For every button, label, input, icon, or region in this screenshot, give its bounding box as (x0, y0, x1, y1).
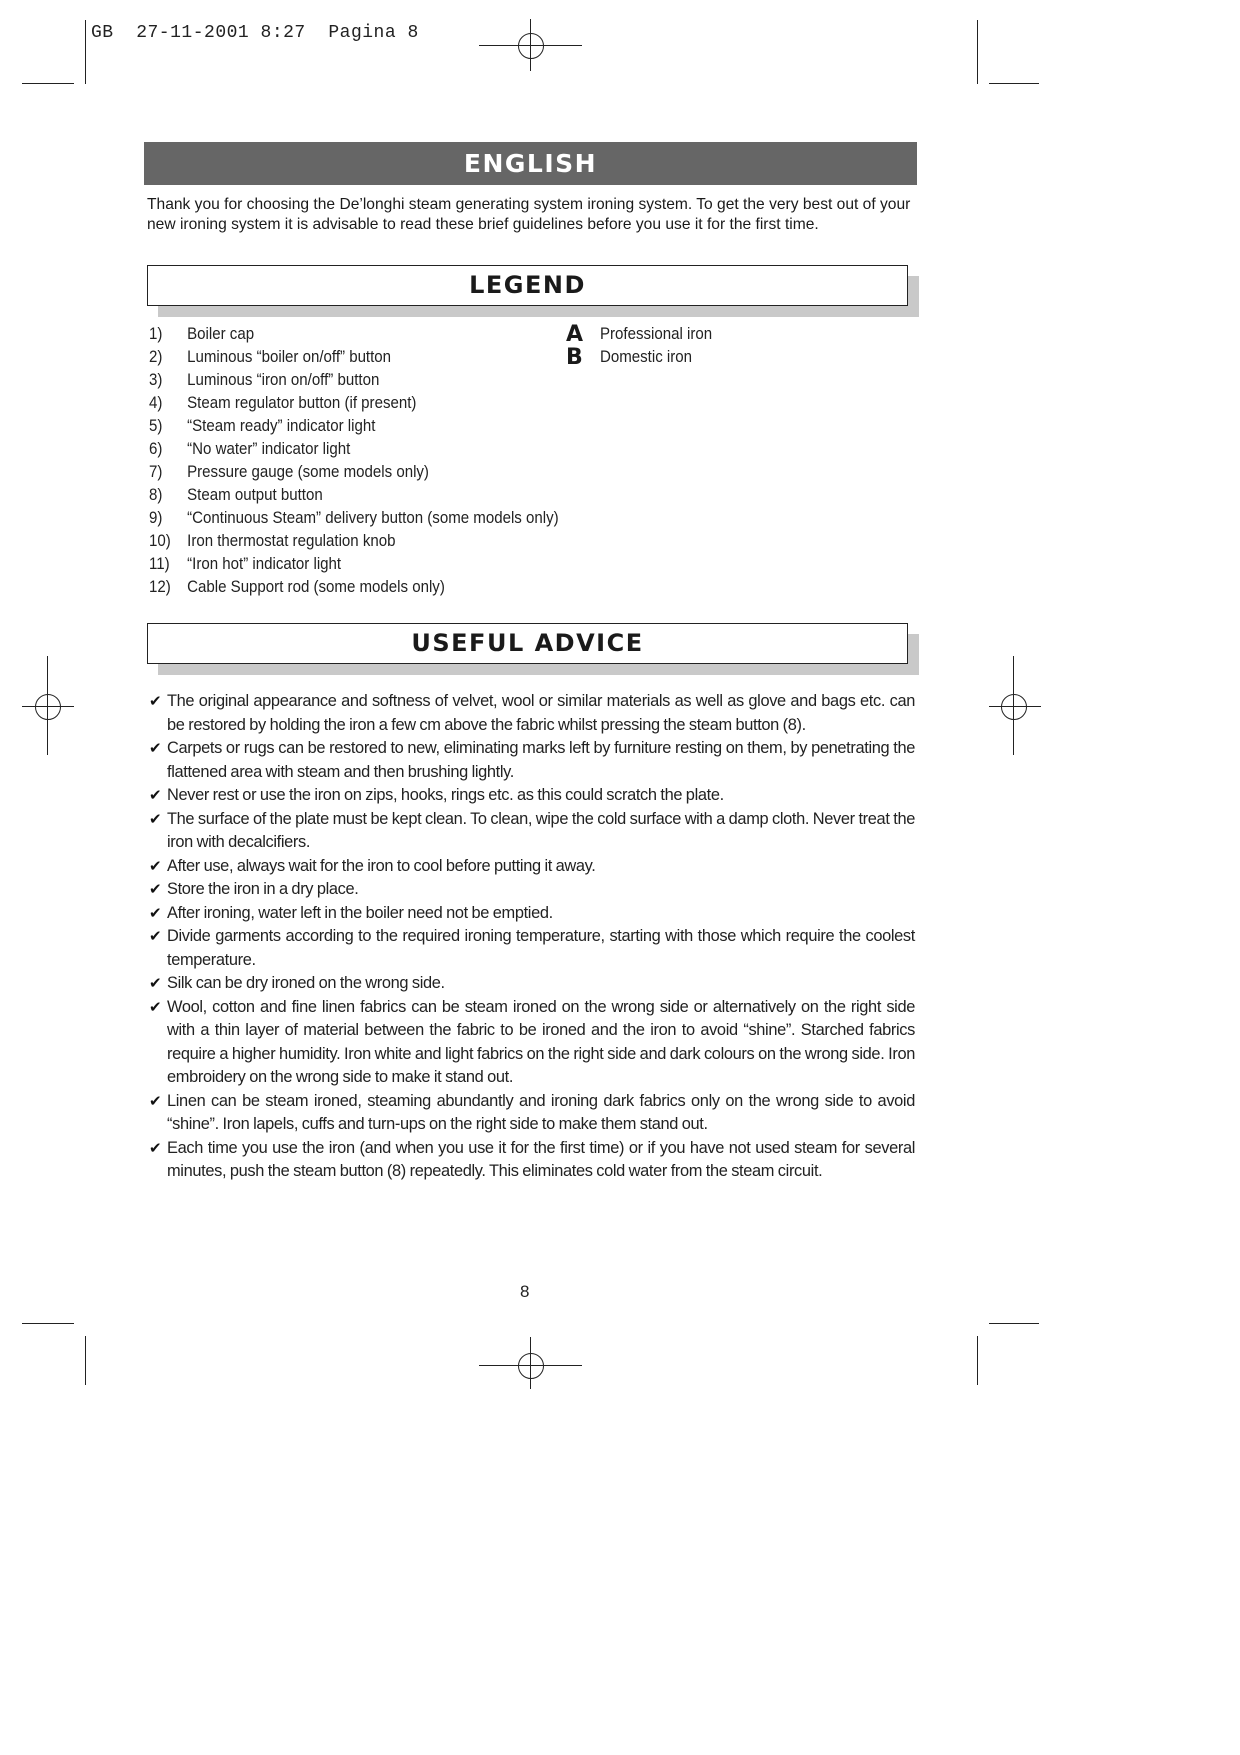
intro-paragraph: Thank you for choosing the De’longhi steam generating system ironing system. To get the very best out of your new ironing system it is advisable to read these brief guidelines before you use it for the first time. (147, 196, 911, 233)
advice-heading: USEFUL ADVICE (147, 623, 908, 664)
legend-letter-item: A Professional iron (566, 322, 713, 347)
legend-item: 8) Steam output button (149, 486, 323, 504)
check-icon: ✔ (149, 997, 162, 1016)
advice-item: ✔ Carpets or rugs can be restored to new, eliminating marks left by furniture resting on them, by penetrating the flattened area with steam and then brushing lightly. (149, 737, 915, 784)
advice-item: ✔ Store the iron in a dry place. (149, 878, 915, 902)
legend-item: 12) Cable Support rod (some models only) (149, 578, 445, 596)
legend-item: 6) “No water” indicator light (149, 440, 351, 458)
legend-item: 7) Pressure gauge (some models only) (149, 463, 429, 481)
check-icon: ✔ (149, 692, 162, 710)
legend-item: 4) Steam regulator button (if present) (149, 394, 417, 412)
advice-item: ✔ The surface of the plate must be kept clean. To clean, wipe the cold surface with a damp cloth. Never treat the iron with decalcifiers. (149, 808, 915, 855)
check-icon: ✔ (149, 1091, 162, 1110)
check-icon: ✔ (149, 739, 162, 757)
check-icon: ✔ (149, 1138, 162, 1157)
advice-item: ✔ The original appearance and softness of velvet, wool or similar materials as well as glove and bags etc. can be restored by holding the iron a few cm above the fabric whilst pressing the steam button (8). (149, 690, 915, 737)
legend-letter-item: B Domestic iron (566, 345, 693, 370)
advice-item: ✔ Silk can be dry ironed on the wrong side. (149, 972, 915, 996)
check-icon: ✔ (149, 974, 162, 992)
advice-item: ✔ Each time you use the iron (and when you use it for the first time) or if you have not used steam for several minutes, push the steam button (8) repeatedly. This eliminates cold water from the steam circuit. (149, 1137, 915, 1184)
legend-list (149, 323, 589, 599)
print-slug: GB 27-11-2001 8:27 Pagina 8 (91, 23, 419, 43)
language-header: ENGLISH (144, 142, 917, 185)
check-icon: ✔ (149, 856, 162, 875)
advice-item: ✔ After ironing, water left in the boiler need not be emptied. (149, 902, 915, 926)
legend-heading: LEGEND (147, 265, 908, 306)
legend-item: 1) Boiler cap (149, 325, 255, 343)
advice-item: ✔ Never rest or use the iron on zips, hooks, rings etc. as this could scratch the plate. (149, 784, 915, 808)
legend-letters (566, 323, 721, 369)
advice-item: ✔ Linen can be steam ironed, steaming abundantly and ironing dark fabrics only on the wrong side to avoid “shine”. Iron lapels, cuffs and turn-ups on the right side to make them stand out. (149, 1090, 915, 1137)
advice-item: ✔ Divide garments according to the required ironing temperature, starting with those which require the coolest temperature. (149, 925, 915, 972)
legend-item: 9) “Continuous Steam” delivery button (some models only) (149, 509, 559, 527)
advice-list (149, 690, 915, 1184)
legend-item: 11) “Iron hot” indicator light (149, 555, 342, 573)
check-icon: ✔ (149, 927, 162, 945)
legend-item: 5) “Steam ready” indicator light (149, 417, 376, 435)
advice-item: ✔ After use, always wait for the iron to cool before putting it away. (149, 855, 915, 879)
check-icon: ✔ (149, 809, 162, 828)
advice-item: ✔ Wool, cotton and fine linen fabrics can be steam ironed on the wrong side or alternatively on the right side with a thin layer of material between the fabric to be ironed and the iron to avoid “shine”. Starched fabrics require a higher humidity. Iron white and light fabrics on the right side and dark colours on the wrong side. Iron embroidery on the wrong side to make it stand out. (149, 996, 915, 1090)
legend-item: 2) Luminous “boiler on/off” button (149, 348, 392, 366)
check-icon: ✔ (149, 880, 162, 898)
legend-item: 3) Luminous “iron on/off” button (149, 371, 380, 389)
legend-item: 10) Iron thermostat regulation knob (149, 532, 396, 550)
check-icon: ✔ (149, 903, 162, 922)
page-number: 8 (520, 1282, 530, 1301)
check-icon: ✔ (149, 786, 162, 804)
